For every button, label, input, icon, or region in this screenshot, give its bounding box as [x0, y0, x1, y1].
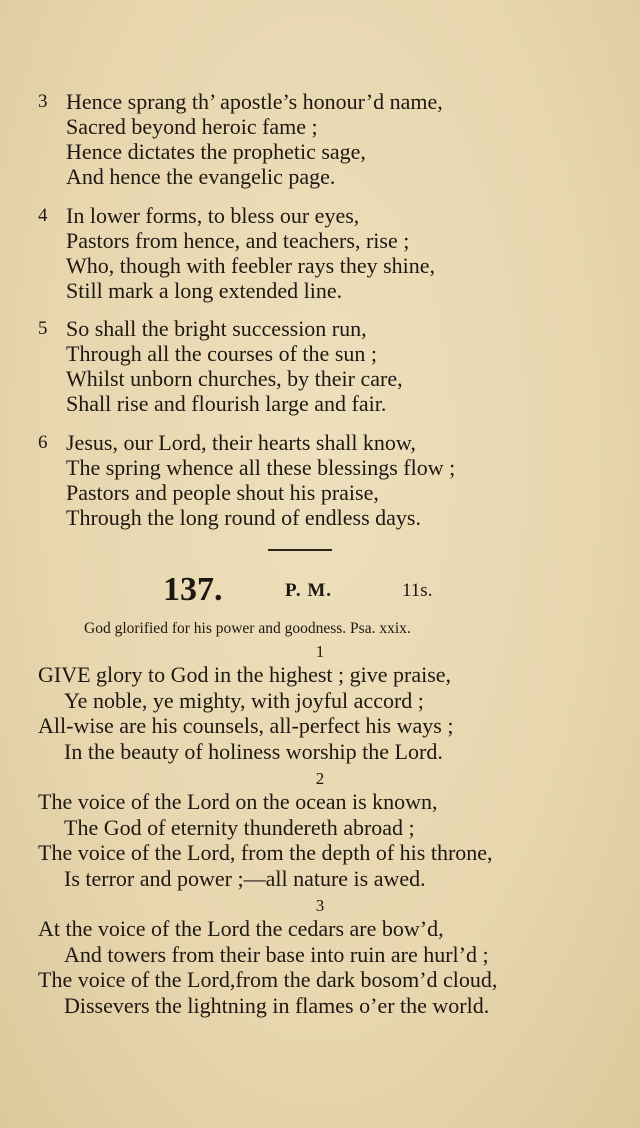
verse-line: Ye noble, ye mighty, with joyful accord ;: [64, 687, 424, 713]
hymn-header: [0, 570, 640, 610]
stanza-3: [38, 89, 578, 189]
section-divider: [268, 549, 332, 551]
hymn-subtitle: God glorified for his power and goodness. Psa. xxix.: [84, 620, 411, 637]
stanza-line: And hence the evangelic page.: [66, 164, 336, 189]
stanza-line: Through all the courses of the sun ;: [66, 341, 377, 366]
verse-line: In the beauty of holiness worship the Lord.: [64, 738, 443, 764]
stanza-line: Jesus, our Lord, their hearts shall know,: [66, 430, 416, 455]
stanza-line: The spring whence all these blessings flow ;: [66, 455, 456, 480]
verse-line: And towers from their base into ruin are hurl’d ;: [64, 941, 489, 967]
stanza-6: [38, 430, 578, 530]
verse-line: The voice of the Lord, from the depth of his throne,: [38, 840, 493, 865]
verse-line: All-wise are his counsels, all-perfect his ways ;: [38, 713, 454, 738]
verse-1: [38, 662, 598, 764]
verse-3: [38, 916, 598, 1018]
stanza-line: Who, though with feebler rays they shine,: [66, 253, 436, 278]
stanza-line: Whilst unborn churches, by their care,: [66, 366, 403, 391]
verse-line: The voice of the Lord on the ocean is known,: [38, 789, 438, 814]
stanza-line: Through the long round of endless days.: [66, 505, 421, 530]
stanza-line: Pastors from hence, and teachers, rise ;: [66, 228, 410, 253]
verse-line: At the voice of the Lord the cedars are bow’d,: [38, 916, 444, 941]
stanza-line: Pastors and people shout his praise,: [66, 480, 379, 505]
stanza-line: Still mark a long extended line.: [66, 278, 343, 303]
verse-number: 2: [315, 769, 325, 788]
stanza-5: [38, 316, 578, 416]
verse-2: [38, 789, 598, 891]
hymn-meter: P. M.: [285, 580, 333, 601]
verse-line: The God of eternity thundereth abroad ;: [64, 814, 415, 840]
hymn-syllables: 11s.: [402, 580, 433, 601]
verse-line: Dissevers the lightning in flames o’er the world.: [64, 992, 490, 1018]
verse-number: 1: [315, 642, 325, 661]
stanza-line: In lower forms, to bless our eyes,: [66, 203, 360, 228]
verse-line: GIVE glory to God in the highest ; give praise,: [38, 662, 452, 687]
stanza-number: 4: [38, 205, 48, 226]
stanza-line: Shall rise and flourish large and fair.: [66, 391, 387, 416]
stanza-4: [38, 203, 578, 303]
stanza-line: Hence dictates the prophetic sage,: [66, 139, 366, 164]
stanza-number: 3: [38, 91, 48, 112]
hymn-number: 137.: [163, 571, 223, 608]
stanza-number: 6: [38, 432, 48, 453]
stanza-line: So shall the bright succession run,: [66, 316, 367, 341]
stanza-line: Hence sprang th’ apostle’s honour’d name,: [66, 89, 443, 114]
stanza-number: 5: [38, 318, 48, 339]
stanza-line: Sacred beyond heroic fame ;: [66, 114, 318, 139]
verse-line: The voice of the Lord,from the dark bosom’d cloud,: [38, 967, 498, 992]
verse-line: Is terror and power ;—all nature is awed.: [64, 865, 426, 891]
verse-number: 3: [315, 896, 325, 915]
